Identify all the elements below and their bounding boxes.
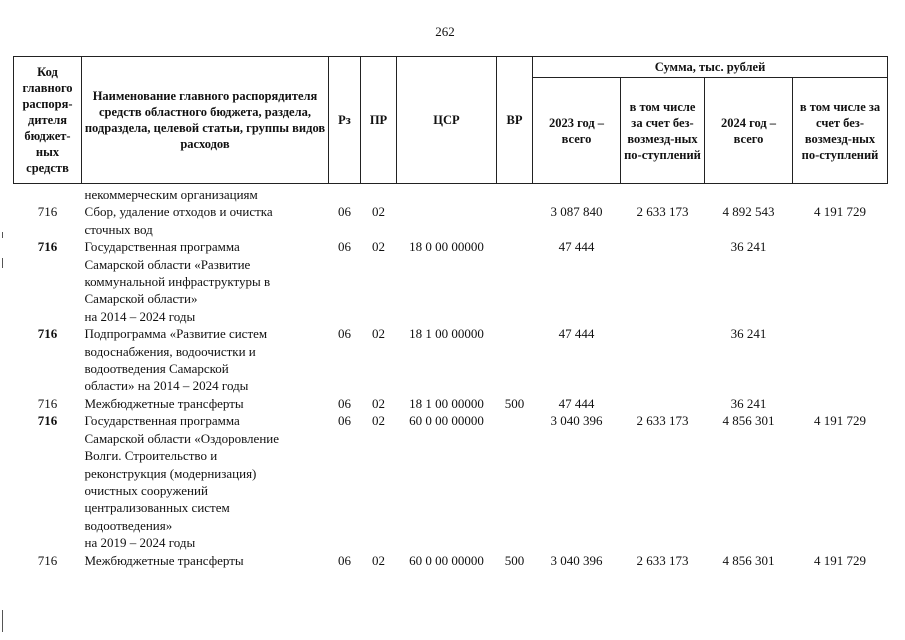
- table-row: [14, 552, 888, 569]
- cell-s2023: 47 444: [558, 239, 595, 255]
- cell-pr: [361, 184, 397, 204]
- cell-s2024: 36 241: [730, 239, 767, 255]
- cell-pr: 02: [372, 204, 385, 220]
- cell-name: Подпрограмма «Развитие систем водоснабжения, водоочистки и водоотведения Самарской области» на 2014 – 2024 годы: [84, 326, 268, 394]
- cell-csr: 18 0 00 00000: [409, 239, 484, 255]
- cell-s2023: 47 444: [558, 395, 595, 411]
- cell-pr: 02: [372, 413, 385, 429]
- cell-f2023: 2 633 173: [636, 413, 689, 429]
- cell-name: Государственная программа Самарской области «Оздоровление Волги. Строительство и реконструкция (модернизация) очистных сооружений централизованных систем водоотведения» на 2019 – 2024 годы: [84, 413, 279, 551]
- header-code: Код главного распоря-дителя бюджет-ных средств: [14, 57, 82, 184]
- cell-csr: 18 1 00 00000: [409, 395, 484, 411]
- cell-s2024: 36 241: [730, 326, 767, 342]
- cell-pr: 02: [372, 239, 385, 255]
- cell-f2024: [793, 395, 888, 412]
- scan-mark: [2, 258, 3, 268]
- header-vr: ВР: [497, 57, 533, 184]
- page-number: 262: [435, 24, 455, 39]
- cell-rz: 06: [338, 552, 351, 568]
- cell-pr: 02: [372, 552, 385, 568]
- cell-s2023: 47 444: [558, 326, 595, 342]
- cell-vr: [497, 412, 533, 551]
- cell-name: Межбюджетные трансферты: [84, 552, 244, 568]
- cell-name: некоммерческим организациям: [84, 187, 258, 202]
- cell-f2024: [793, 184, 888, 204]
- header-2023-free: в том числе за счет без-возмезд-ных по-ступлений: [621, 78, 705, 184]
- cell-rz: 06: [338, 395, 351, 411]
- cell-vr: [497, 325, 533, 395]
- cell-name: Межбюджетные трансферты: [84, 395, 244, 411]
- cell-f2024: 4 191 729: [814, 204, 867, 220]
- cell-s2024: [705, 184, 793, 204]
- cell-f2023: [621, 184, 705, 204]
- cell-code: 716: [37, 552, 58, 568]
- cell-f2023: [621, 238, 705, 325]
- cell-s2024: 4 892 543: [722, 204, 775, 220]
- scan-mark: [2, 232, 3, 238]
- cell-csr: 60 0 00 00000: [409, 552, 484, 568]
- cell-vr: [497, 184, 533, 204]
- cell-vr: 500: [504, 552, 525, 568]
- cell-s2023: [533, 184, 621, 204]
- cell-s2024: 4 856 301: [722, 552, 775, 568]
- budget-table: [13, 56, 888, 569]
- cell-f2024: 4 191 729: [814, 552, 867, 568]
- cell-csr: [397, 203, 497, 238]
- cell-rz: 06: [338, 326, 351, 342]
- cell-s2024: 36 241: [730, 395, 767, 411]
- header-csr: ЦСР: [397, 57, 497, 184]
- cell-f2024: [793, 325, 888, 395]
- cell-vr: [497, 238, 533, 325]
- cell-s2024: 4 856 301: [722, 413, 775, 429]
- cell-code: 716: [37, 413, 58, 429]
- cell-code: 716: [37, 395, 58, 411]
- cell-s2023: 3 087 840: [550, 204, 603, 220]
- cell-f2023: [621, 395, 705, 412]
- cell-name: Сбор, удаление отходов и очистка сточных вод: [84, 204, 273, 237]
- cell-csr: 60 0 00 00000: [409, 413, 484, 429]
- header-name: Наименование главного распорядителя средств областного бюджета, раздела, подраздела, целевой статьи, группы видов расходов: [82, 57, 329, 184]
- header-rz: Рз: [329, 57, 361, 184]
- cell-code: 716: [37, 204, 58, 220]
- cell-code: 716: [37, 239, 58, 255]
- cell-vr: [497, 203, 533, 238]
- cell-f2024: 4 191 729: [814, 413, 867, 429]
- cell-code: 716: [37, 326, 58, 342]
- cell-f2023: [621, 325, 705, 395]
- header-2023-total: 2023 год – всего: [533, 78, 621, 184]
- header-sum: Сумма, тыс. рублей: [533, 57, 888, 78]
- cell-pr: 02: [372, 326, 385, 342]
- cell-s2023: 3 040 396: [550, 552, 603, 568]
- table-row: [14, 203, 888, 238]
- header-2024-free: в том числе за счет без-возмезд-ных по-ступлений: [793, 78, 888, 184]
- table-row: [14, 395, 888, 412]
- cell-f2023: 2 633 173: [636, 552, 689, 568]
- cell-vr: 500: [504, 395, 525, 411]
- cell-s2023: 3 040 396: [550, 413, 603, 429]
- cell-pr: 02: [372, 395, 385, 411]
- cell-csr: 18 1 00 00000: [409, 326, 484, 342]
- cell-rz: 06: [338, 204, 351, 220]
- cell-f2023: 2 633 173: [636, 204, 689, 220]
- table-row: [14, 184, 888, 204]
- cell-csr: [397, 184, 497, 204]
- table-row: [14, 238, 888, 325]
- scan-mark: [2, 610, 3, 632]
- cell-code: [14, 184, 82, 204]
- cell-f2024: [793, 238, 888, 325]
- header-pr: ПР: [361, 57, 397, 184]
- cell-rz: 06: [338, 239, 351, 255]
- table-body: [14, 184, 888, 569]
- cell-rz: [329, 184, 361, 204]
- cell-rz: 06: [338, 413, 351, 429]
- table-row: [14, 412, 888, 551]
- header-2024-total: 2024 год – всего: [705, 78, 793, 184]
- table-row: [14, 325, 888, 395]
- cell-name: Государственная программа Самарской области «Развитие коммунальной инфраструктуры в Самарской области» на 2014 – 2024 годы: [84, 239, 271, 324]
